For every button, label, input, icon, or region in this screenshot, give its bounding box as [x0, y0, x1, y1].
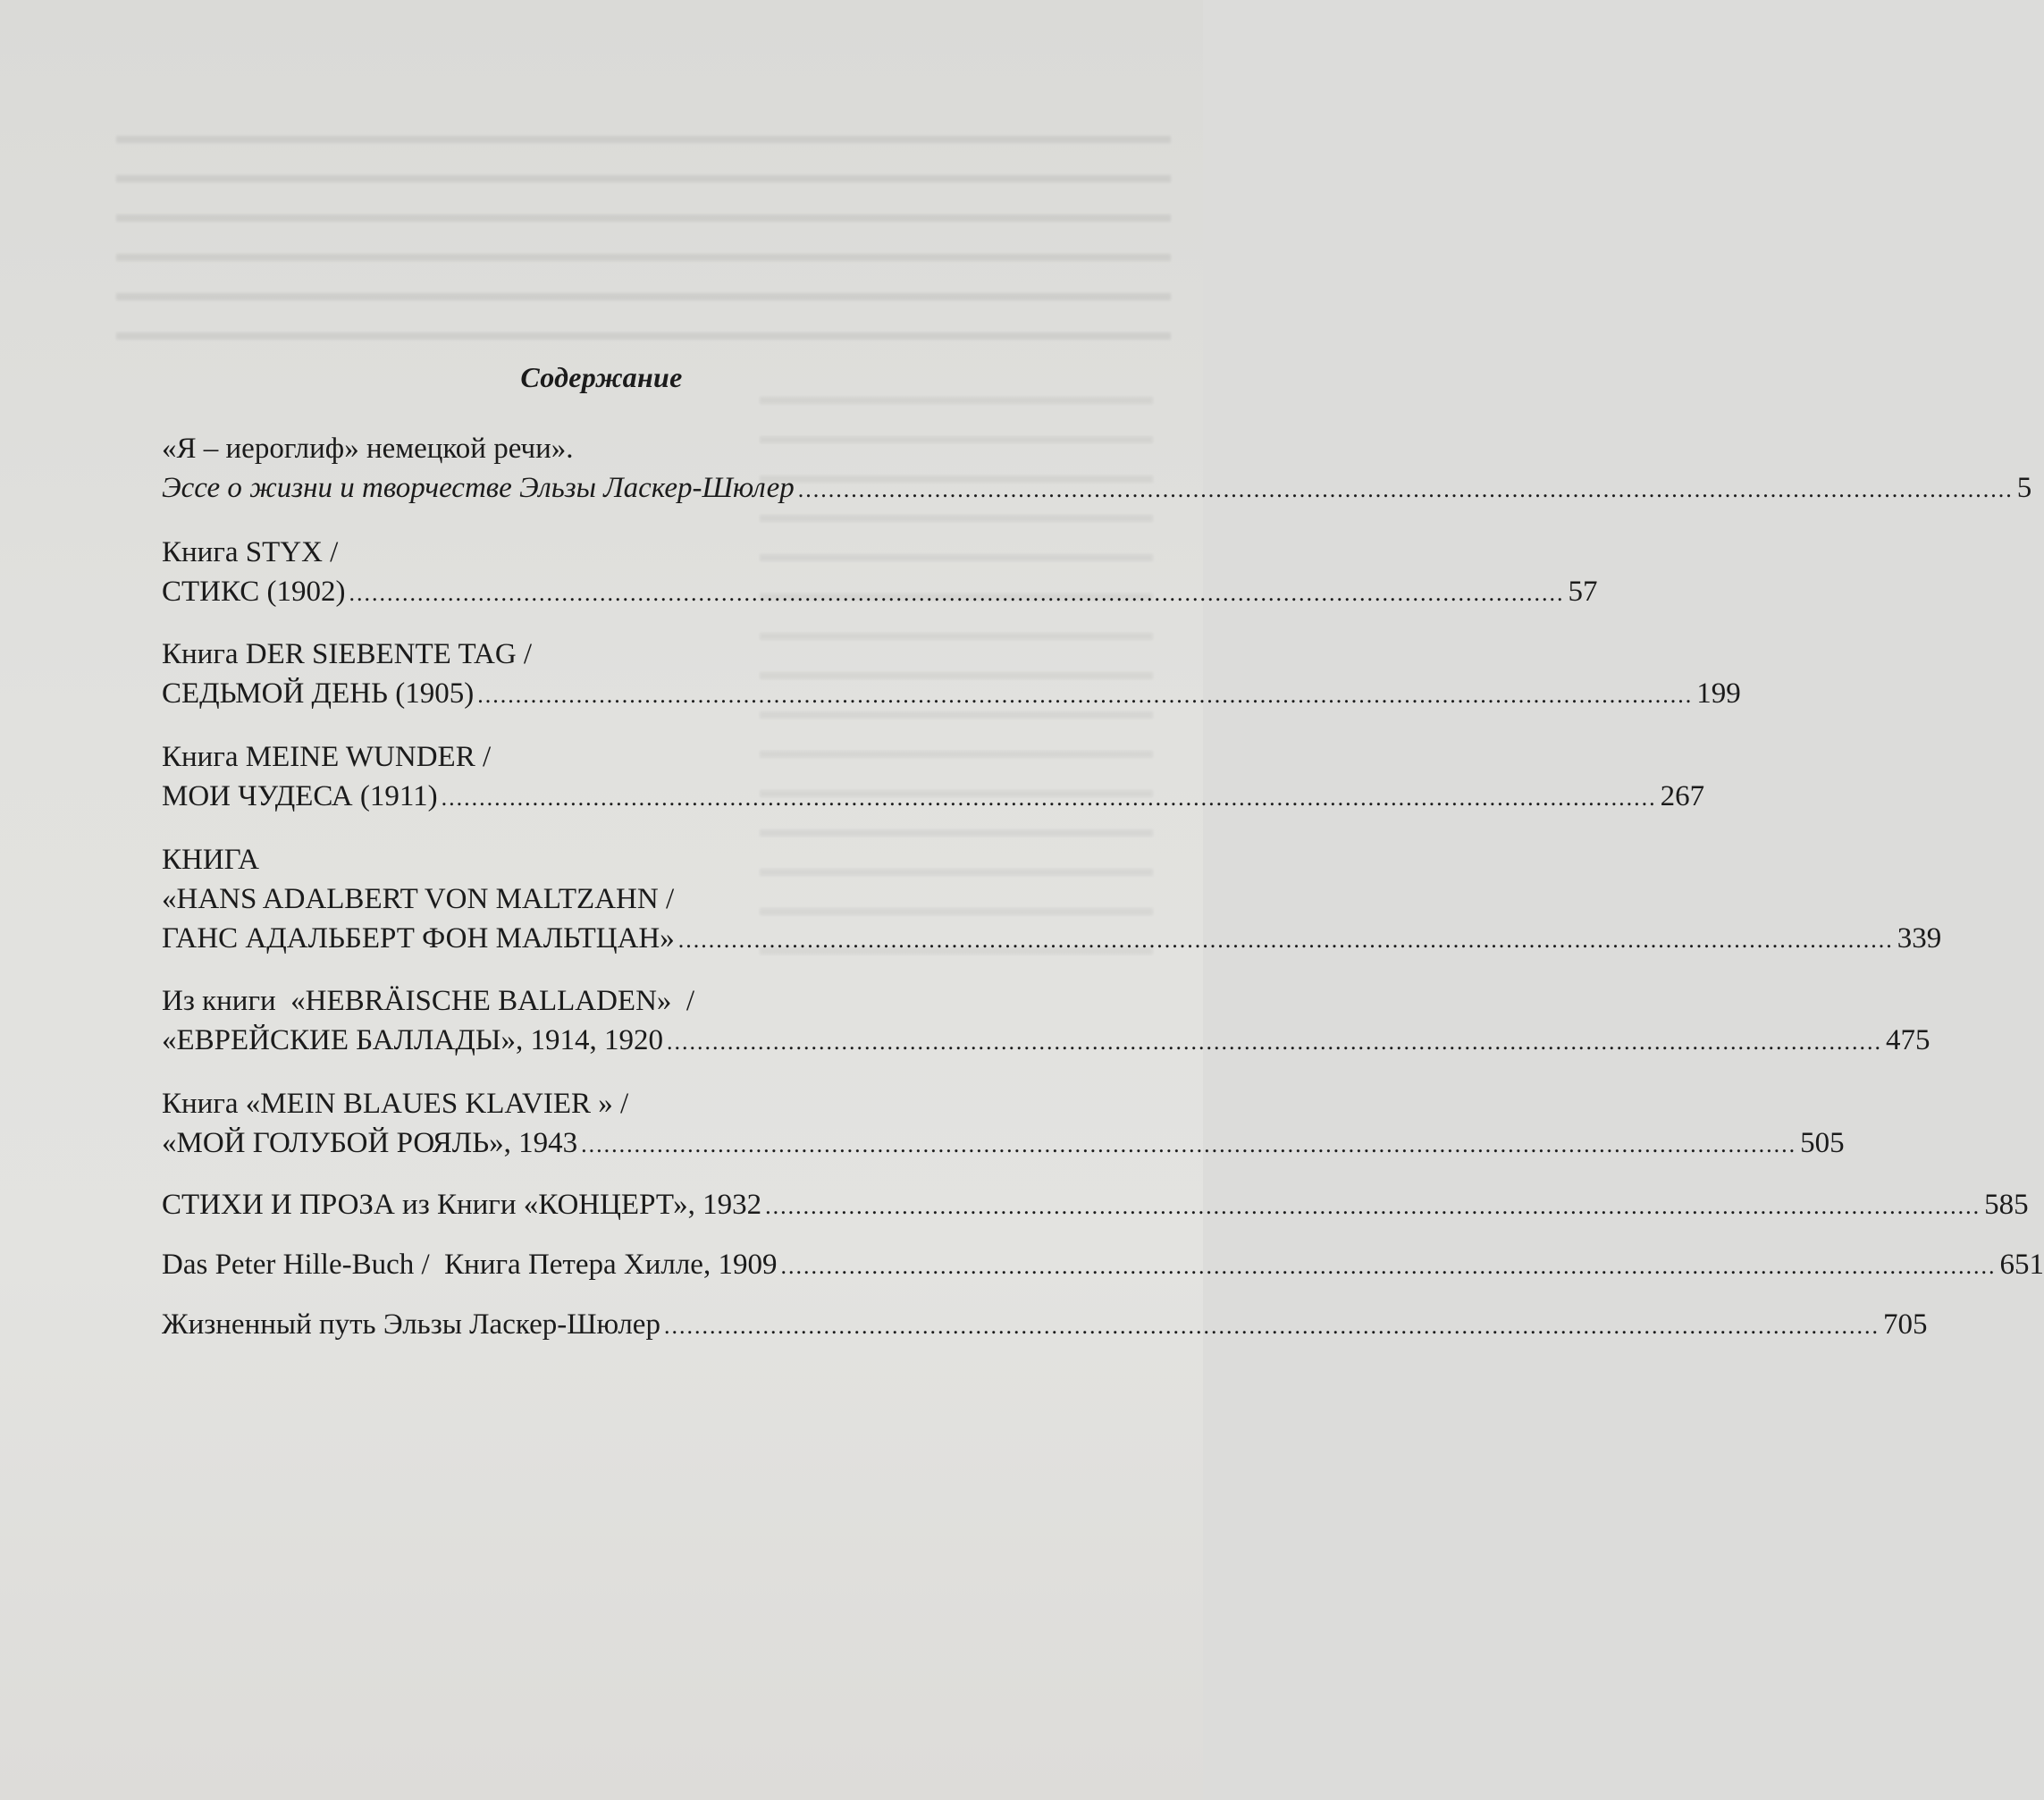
dot-leader: ................................................................................................................................................................ [667, 1029, 1882, 1055]
entry-text: «МОЙ ГОЛУБОЙ РОЯЛЬ», 1943 [162, 1127, 578, 1159]
entry-leader-line [162, 1305, 1928, 1346]
entry-line: КНИГА [162, 844, 259, 876]
entry-leader-line [162, 777, 1705, 818]
entry-line: «Я – иероглиф» немецкой речи». [162, 433, 574, 465]
page-number: 199 [1696, 677, 1741, 710]
entry-text: СТИХИ И ПРОЗА из Книги «КОНЦЕРТ», 1932 [162, 1189, 762, 1221]
page-number: 585 [1984, 1189, 2029, 1221]
dot-leader: ................................................................................................................................................................ [780, 1253, 1997, 1279]
toc-entry-hebraeische-balladen [162, 981, 1930, 1062]
entry-text: «ЕВРЕЙСКИЕ БАЛЛАДЫ», 1914, 1920 [162, 1024, 663, 1056]
entry-leader-line [162, 1021, 1930, 1062]
dot-leader: ................................................................................................................................................................ [441, 785, 1657, 811]
dot-leader: ................................................................................................................................................................ [349, 580, 1565, 606]
entry-text: Das Peter Hille-Buch / Книга Петера Хилле, 1909 [162, 1249, 778, 1281]
toc-entry-maltzahn [162, 840, 1942, 960]
entry-line: Книга «MEIN BLAUES KLAVIER » / [162, 1088, 629, 1120]
toc-entry-siebente-tag [162, 635, 1741, 715]
entry-leader-line [162, 1185, 2029, 1226]
entry-text: ГАНС АДАЛЬБЕРТ ФОН МАЛЬТЦАН» [162, 922, 675, 955]
show-through-text [116, 116, 1171, 366]
entry-leader-line [162, 674, 1741, 715]
entry-leader-line [162, 1245, 2044, 1286]
dot-leader: ................................................................................................................................................................ [477, 682, 1694, 708]
toc-entry-meine-wunder [162, 737, 1705, 818]
toc-entry-blaues-klavier [162, 1084, 1845, 1165]
toc-title: Содержание [520, 361, 683, 393]
toc-entry-styx [162, 533, 1598, 613]
entry-line: «HANS ADALBERT VON MALTZAHN / [162, 883, 675, 915]
page-number: 267 [1660, 780, 1705, 812]
dot-leader: ................................................................................................................................................................ [677, 927, 1894, 953]
entry-text: Эссе о жизни и творчестве Эльзы Ласкер-Шюлер [162, 472, 795, 504]
page-number: 475 [1886, 1024, 1930, 1056]
entry-text: Жизненный путь Эльзы Ласкер-Шюлер [162, 1308, 660, 1341]
page-number: 651 [1999, 1249, 2044, 1281]
entry-line: Книга MEINE WUNDER / [162, 741, 492, 773]
entry-leader-line [162, 1123, 1845, 1165]
entry-leader-line [162, 572, 1598, 613]
entry-text: СЕДЬМОЙ ДЕНЬ (1905) [162, 677, 475, 710]
page-number: 5 [2016, 472, 2032, 504]
page-number: 339 [1897, 922, 1942, 955]
toc-entry-lebensweg [162, 1305, 1928, 1346]
page-number: 505 [1800, 1127, 1845, 1159]
dot-leader: ................................................................................................................................................................ [663, 1313, 1880, 1339]
entry-line: Из книги «HEBRÄISCHE BALLADEN» / [162, 985, 695, 1017]
entry-line: Книга DER SIEBENTE TAG / [162, 638, 533, 670]
entry-line: Книга STYX / [162, 536, 339, 568]
dot-leader: ................................................................................................................................................................ [765, 1193, 1981, 1219]
page-number: 705 [1882, 1308, 1928, 1341]
toc-entry-peter-hille [162, 1245, 2044, 1286]
page-number: 57 [1568, 576, 1598, 608]
entry-text: МОИ ЧУДЕСА (1911) [162, 780, 438, 812]
toc-entry-konzert [162, 1185, 2029, 1226]
entry-leader-line [162, 468, 2032, 509]
dot-leader: ................................................................................................................................................................ [797, 476, 2014, 502]
entry-leader-line [162, 919, 1942, 960]
entry-text: СТИКС (1902) [162, 576, 346, 608]
dot-leader: ................................................................................................................................................................ [581, 1131, 1797, 1157]
toc-entry-essay [162, 429, 2032, 509]
